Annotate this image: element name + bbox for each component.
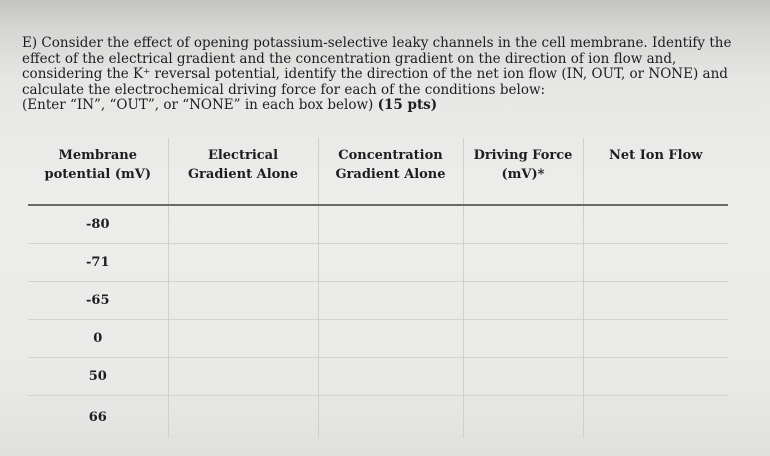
electrical-answer-box[interactable] xyxy=(168,282,318,320)
instruction-text: (Enter “IN”, “OUT”, or “NONE” in each box below) xyxy=(22,97,374,114)
header-line: Electrical xyxy=(207,148,279,163)
answer-table xyxy=(28,138,728,438)
electrical-answer-box[interactable] xyxy=(168,396,318,439)
header-line: Gradient Alone xyxy=(335,167,446,182)
table-header-row xyxy=(28,138,728,205)
header-line: Driving Force xyxy=(473,148,573,163)
table-row xyxy=(28,320,728,358)
electrical-answer-box[interactable] xyxy=(168,244,318,282)
potential-cell: -65 xyxy=(28,282,168,320)
header-net-ion-flow xyxy=(583,138,728,205)
driving-force-answer-box[interactable] xyxy=(463,320,583,358)
net-flow-answer-box[interactable] xyxy=(583,320,728,358)
net-flow-answer-box[interactable] xyxy=(583,358,728,396)
driving-force-answer-box[interactable] xyxy=(463,358,583,396)
header-membrane-potential xyxy=(28,138,168,205)
table-row xyxy=(28,358,728,396)
header-line: (mV)* xyxy=(501,167,545,182)
question-body-text: E) Consider the effect of opening potassium-selective leaky channels in the cell membrane. Identify the effect of the electrical gradient and the concentration gradient on the direction of ion flow and, considering the K⁺ reversal potential, identify the direction of the net ion flow (IN, OUT, or NONE) and calculate the electrochemical driving force for each of the conditions below: xyxy=(22,35,732,98)
net-flow-answer-box[interactable] xyxy=(583,396,728,439)
header-concentration-gradient xyxy=(318,138,463,205)
electrical-answer-box[interactable] xyxy=(168,205,318,244)
driving-force-answer-box[interactable] xyxy=(463,205,583,244)
concentration-answer-box[interactable] xyxy=(318,396,463,439)
electrical-answer-box[interactable] xyxy=(168,358,318,396)
driving-force-answer-box[interactable] xyxy=(463,396,583,439)
net-flow-answer-box[interactable] xyxy=(583,244,728,282)
net-flow-answer-box[interactable] xyxy=(583,205,728,244)
potential-cell: -80 xyxy=(28,205,168,244)
question-text-block xyxy=(22,36,738,114)
electrical-answer-box[interactable] xyxy=(168,320,318,358)
header-line: Concentration xyxy=(338,148,443,163)
concentration-answer-box[interactable] xyxy=(318,320,463,358)
net-flow-answer-box[interactable] xyxy=(583,282,728,320)
concentration-answer-box[interactable] xyxy=(318,205,463,244)
points-label: (15 pts) xyxy=(377,97,438,114)
concentration-answer-box[interactable] xyxy=(318,358,463,396)
header-electrical-gradient xyxy=(168,138,318,205)
concentration-answer-box[interactable] xyxy=(318,282,463,320)
potential-cell: 0 xyxy=(28,320,168,358)
table-row xyxy=(28,396,728,439)
answer-table-container xyxy=(28,138,728,424)
potential-cell: -71 xyxy=(28,244,168,282)
potential-cell: 66 xyxy=(28,396,168,439)
header-line: Net Ion Flow xyxy=(609,148,703,163)
header-line: potential (mV) xyxy=(44,167,151,182)
question-body xyxy=(22,36,738,98)
question-instruction xyxy=(22,98,738,114)
driving-force-answer-box[interactable] xyxy=(463,282,583,320)
concentration-answer-box[interactable] xyxy=(318,244,463,282)
table-row xyxy=(28,282,728,320)
header-driving-force xyxy=(463,138,583,205)
header-line: Membrane xyxy=(58,148,137,163)
potential-cell: 50 xyxy=(28,358,168,396)
driving-force-answer-box[interactable] xyxy=(463,244,583,282)
header-line: Gradient Alone xyxy=(187,167,299,182)
table-row xyxy=(28,205,728,244)
table-row xyxy=(28,244,728,282)
